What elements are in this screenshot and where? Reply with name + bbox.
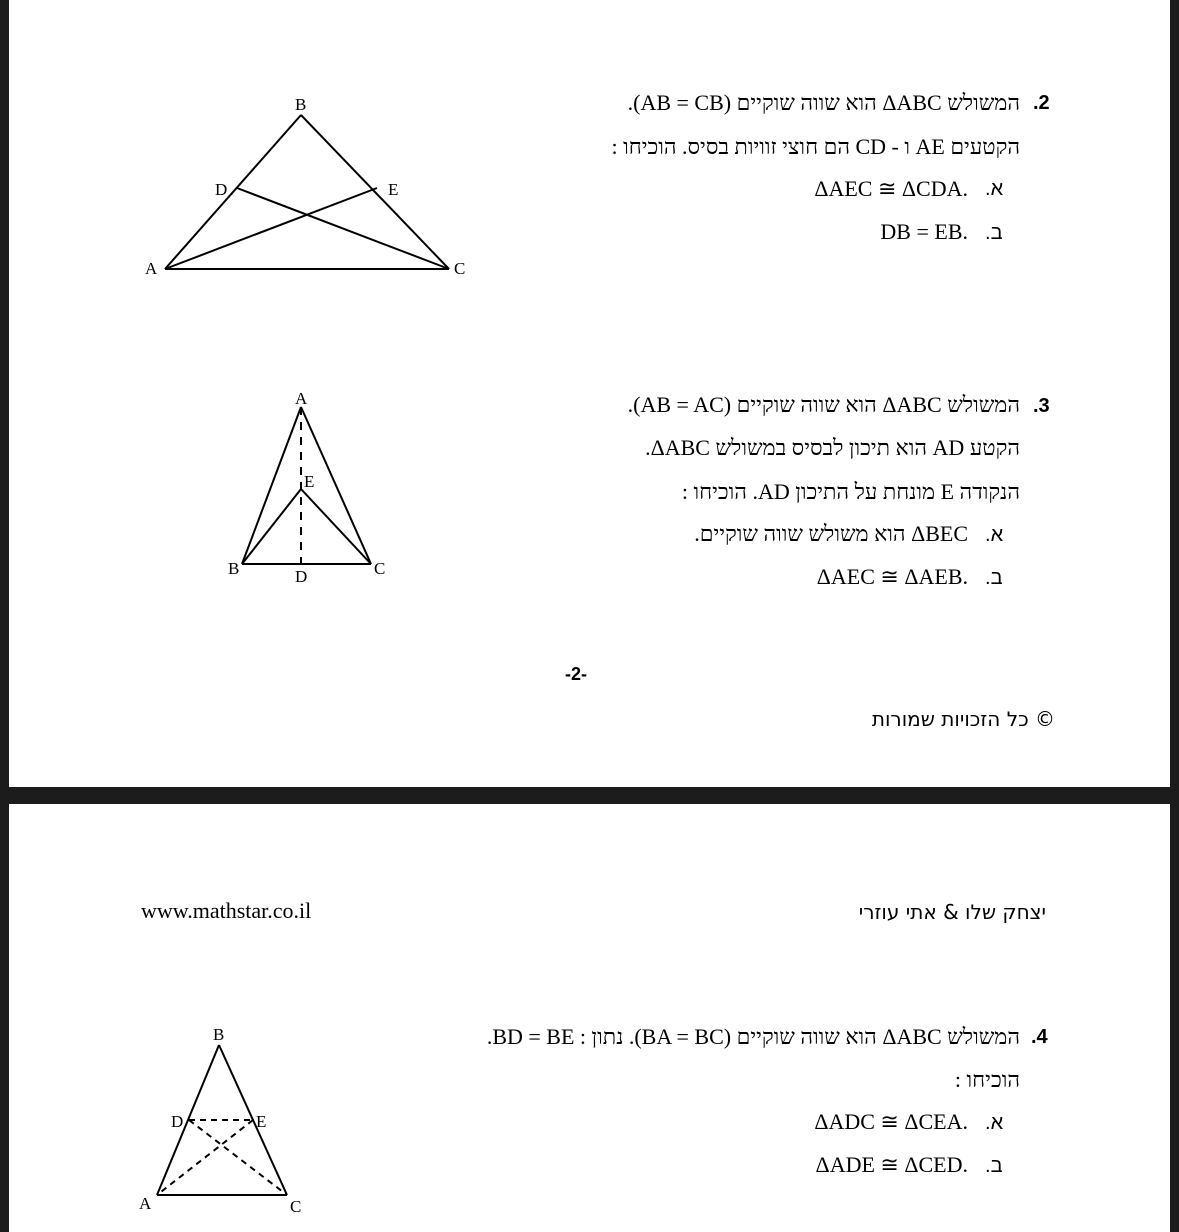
website-url: www.mathstar.co.il xyxy=(141,898,312,923)
q2-line-2: הקטעים AE ו - CD הם חוצי זוויות בסיס. הוכיחו : xyxy=(611,134,1020,159)
q4-label-e: E xyxy=(256,1112,267,1131)
q4-part-a-text: .ΔADC ≅ ΔCEA xyxy=(814,1109,968,1134)
page-2 xyxy=(9,804,1170,1232)
q3-label-b: B xyxy=(228,559,240,578)
q3-triangle-figure xyxy=(214,385,404,590)
q3-line-2: הקטע AD הוא תיכון לבסיס במשולש ΔABC. xyxy=(645,435,1020,460)
q4-part-a-label: .א xyxy=(985,1112,1004,1134)
q4-label-d: D xyxy=(171,1112,184,1131)
q4-part-b-label: .ב xyxy=(985,1155,1003,1177)
q4-line-2: הוכיחו : xyxy=(954,1067,1020,1092)
q4-label-b: B xyxy=(213,1025,225,1044)
q4-triangle-figure xyxy=(129,1019,329,1224)
q3-number: .3 xyxy=(1033,395,1050,417)
q2-part-b-text: .DB = EB xyxy=(880,219,968,244)
q2-number: .2 xyxy=(1033,92,1050,114)
q3-label-a: A xyxy=(295,389,308,408)
q4-line-1: המשולש ΔABC הוא שווה שוקיים (BA = BC). נתון : BD = BE. xyxy=(486,1024,1020,1049)
q3-part-a-label: .א xyxy=(985,524,1004,546)
q2-label-d: D xyxy=(215,180,228,199)
q2-part-a-label: .א xyxy=(985,178,1004,200)
q2-label-c: C xyxy=(454,259,466,278)
page-1 xyxy=(9,0,1170,787)
q3-part-a-text: ΔBEC הוא משולש שווה שוקיים. xyxy=(694,521,968,546)
q3-label-d: D xyxy=(295,567,308,586)
q3-part-b-label: .ב xyxy=(985,567,1003,589)
q4-number: .4 xyxy=(1031,1026,1048,1048)
q2-triangle-figure xyxy=(129,88,489,288)
q2-part-a-text: .ΔAEC ≅ ΔCDA xyxy=(814,176,968,201)
q2-line-1: המשולש ΔABC הוא שווה שוקיים (AB = CB). xyxy=(627,90,1020,115)
authors: יצחק שלו & אתי עוזרי xyxy=(858,900,1046,924)
copyright-notice: © כל הזכויות שמורות xyxy=(871,707,1055,731)
q2-part-b-label: .ב xyxy=(985,222,1003,244)
page-number: -2- xyxy=(565,664,587,684)
q2-label-a: A xyxy=(145,259,158,278)
q4-part-b-text: .ΔADE ≅ ΔCED xyxy=(815,1152,968,1177)
q2-label-b: B xyxy=(295,95,307,114)
q4-label-c: C xyxy=(290,1197,302,1216)
q4-label-a: A xyxy=(139,1194,152,1213)
q3-part-b-text: .ΔAEC ≅ ΔAEB xyxy=(816,564,968,589)
q3-line-1: המשולש ΔABC הוא שווה שוקיים (AB = AC). xyxy=(627,392,1020,417)
q3-line-3: הנקודה E מונחת על התיכון AD. הוכיחו : xyxy=(681,479,1020,504)
q3-label-c: C xyxy=(374,559,386,578)
q2-label-e: E xyxy=(388,180,399,199)
q3-label-e: E xyxy=(304,472,315,491)
